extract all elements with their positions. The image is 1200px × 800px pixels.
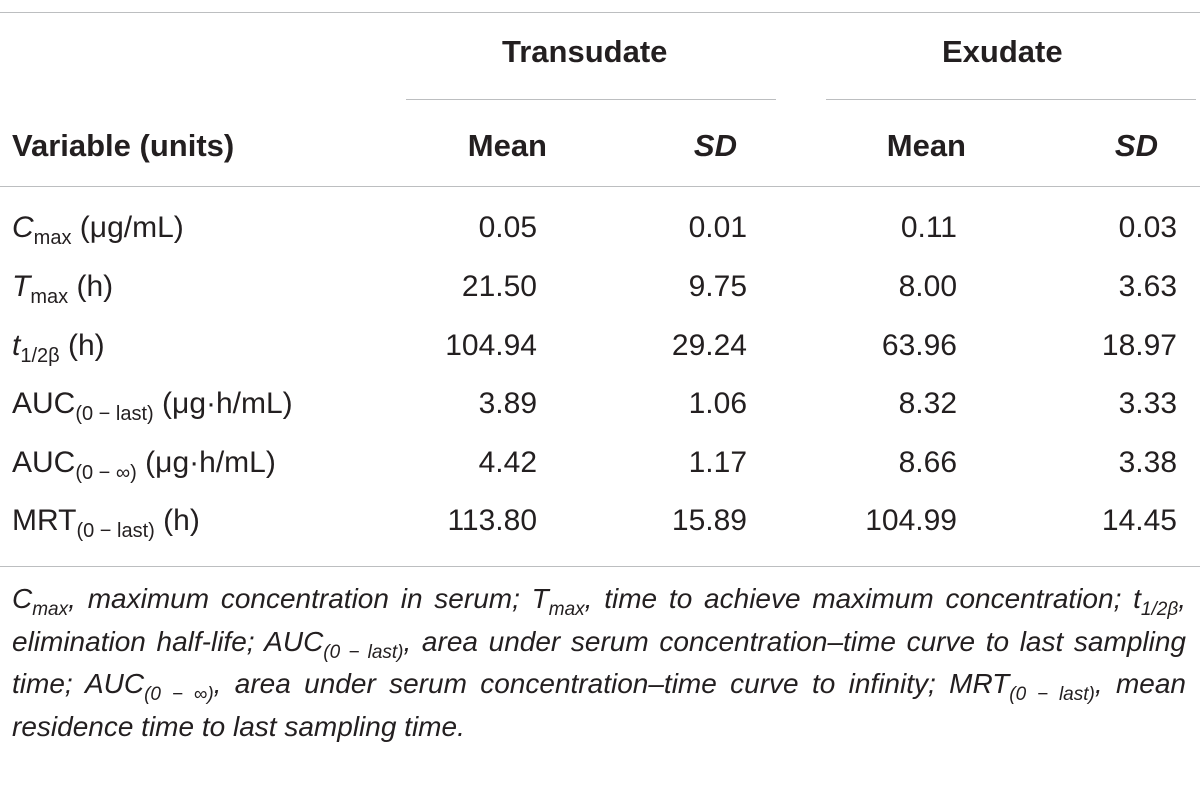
footnote-subscript: (0 − ∞)	[144, 684, 214, 705]
footnote-symbol: t	[1133, 583, 1141, 614]
variable-unit: (μg·h/mL)	[153, 387, 293, 420]
exudate-rule	[826, 99, 1196, 100]
variable-subscript: max	[30, 286, 69, 308]
table-row-variable	[12, 210, 184, 249]
group-header-exudate: Exudate	[942, 34, 1063, 69]
variable-unit: (h)	[59, 329, 105, 362]
footnote-symbol: AUC	[84, 668, 145, 699]
table-cell: 63.96	[881, 329, 957, 362]
table-cell: 3.63	[1118, 270, 1177, 303]
table-cell: 0.03	[1118, 211, 1177, 244]
col-header-exudate-sd: SD	[1114, 128, 1158, 163]
top-rule	[0, 12, 1200, 13]
variable-unit: (μg·h/mL)	[136, 446, 276, 479]
footnote-symbol: T	[531, 583, 549, 614]
footnote-symbol: C	[12, 583, 33, 614]
footnote-text: , maximum concentration in serum;	[68, 583, 532, 614]
header-rule	[0, 186, 1200, 187]
table-cell: 29.24	[671, 329, 747, 362]
table-cell: 21.50	[461, 270, 537, 303]
variable-unit: (μg/mL)	[71, 211, 184, 244]
variable-symbol: t	[12, 329, 21, 362]
table-cell: 3.33	[1118, 387, 1177, 420]
footnote-subscript: max	[32, 599, 69, 620]
table-cell: 15.89	[671, 504, 747, 537]
variable-subscript: 1/2β	[20, 345, 60, 367]
footnote-subscript: (0 − last)	[323, 641, 404, 663]
table-cell: 4.42	[478, 446, 537, 479]
footnote-subscript: max	[548, 599, 585, 620]
table-cell: 3.38	[1118, 446, 1177, 479]
footnote-subscript: 1/2β	[1140, 599, 1179, 620]
table-cell: 8.32	[898, 387, 957, 420]
table-footnote	[12, 578, 1186, 748]
variable-subscript: (0 − last)	[76, 520, 155, 542]
variable-subscript: max	[33, 227, 72, 249]
footnote-text: , area under serum concentration–time curve to last sampling time;	[12, 625, 1186, 699]
table-cell: 104.94	[445, 329, 537, 362]
footnote-symbol: MRT	[949, 668, 1010, 699]
footnote-symbol: AUC	[264, 625, 324, 657]
table-cell: 8.00	[898, 270, 957, 303]
table-cell: 1.06	[688, 387, 747, 420]
footnote-text: , time to achieve maximum concentration;	[584, 583, 1134, 614]
table-cell: 113.80	[447, 504, 537, 537]
table-row-variable	[12, 445, 276, 484]
table-cell: 8.66	[898, 446, 957, 479]
footnote-text: , elimination half-life;	[12, 583, 1186, 657]
col-header-transudate-sd: SD	[693, 128, 737, 163]
table-cell: 104.99	[865, 504, 957, 537]
variable-unit: (h)	[68, 270, 114, 303]
col-header-exudate-mean: Mean	[886, 128, 966, 163]
variable-subscript: (0 − ∞)	[75, 462, 137, 484]
variable-subscript: (0 − last)	[75, 403, 154, 425]
table-cell: 9.75	[688, 270, 747, 303]
variable-unit: (h)	[154, 504, 200, 537]
footnote-text: , area under serum concentration–time curve to infinity;	[213, 668, 950, 699]
footnote-subscript: (0 − last)	[1009, 684, 1095, 705]
variable-symbol: AUC	[12, 446, 76, 479]
table-row-variable	[12, 269, 114, 308]
table-cell: 14.45	[1101, 504, 1177, 537]
variable-symbol: C	[12, 211, 34, 244]
col-header-transudate-mean: Mean	[467, 128, 547, 163]
group-header-transudate: Transudate	[502, 34, 668, 69]
table-cell: 0.11	[900, 211, 957, 244]
table-row-variable	[12, 503, 200, 542]
variable-symbol: T	[12, 270, 31, 303]
col-header-variable: Variable (units)	[12, 128, 235, 163]
table-cell: 0.05	[478, 211, 537, 244]
table-row-variable	[12, 386, 293, 425]
footnote-text: , mean residence time to last sampling time.	[12, 668, 1187, 742]
transudate-rule	[406, 99, 776, 100]
table-cell: 0.01	[688, 211, 747, 244]
table-cell: 1.17	[688, 446, 747, 479]
table-cell: 3.89	[478, 387, 537, 420]
table-row-variable	[12, 328, 105, 367]
variable-symbol: AUC	[12, 387, 76, 420]
bottom-rule	[0, 566, 1200, 567]
table-cell: 18.97	[1101, 329, 1177, 362]
variable-symbol: MRT	[12, 504, 77, 537]
